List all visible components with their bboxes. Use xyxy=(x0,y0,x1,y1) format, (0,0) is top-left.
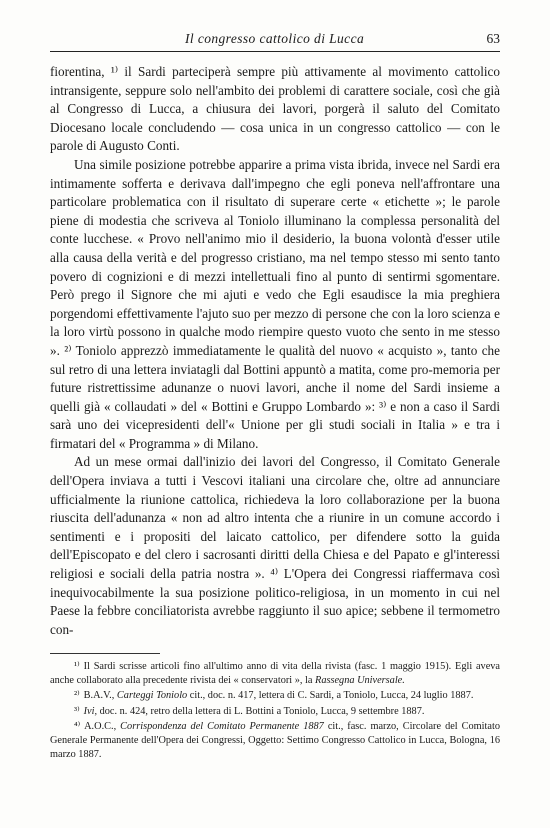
footnote-mark: ²⁾ xyxy=(74,690,80,702)
page-number: 63 xyxy=(486,31,500,46)
footnote-text: B.A.V., xyxy=(83,690,117,702)
paragraph: fiorentina, ¹⁾ il Sardi parteciperà sempre più attivamente al movimento cattolico intransigente, seppure solo nell'ambito dei problemi di carattere sociale, così che già al Congresso di Lucca, a chiusura dei lavori, porgerà il saluto del Comitato Diocesano locale concludendo — cosa unica in un congresso cattolico — con le parole di Augusto Conti. xyxy=(50,64,500,154)
paragraph: Ad un mese ormai dall'inizio dei lavori del Congresso, il Comitato Generale dell'Opera inviava a tutti i Vescovi italiani una circolare che, oltre ad annunciare ufficialmente la riunione cattolica, richiedeva la loro collaborazione per la buona riuscita dell'adunanza « non ad altro intenta che a riunire in un comune accordo i sentimenti e i propositi del laicato cattolico, per difendere sotto la guida dell'Episcopato e del clero i sacrosanti diritti della Chiesa e del Papato e gl'interessi religiosi e sociali della patria nostra ». ⁴⁾ L'Opera dei Congressi riaffermava così inequivocabilmente la sua posizione politico-religiosa, in un momento in cui nel Paese la febbre conciliatorista avrebbe raggiunto il suo apice; sebbene il termometro con- xyxy=(50,454,500,637)
footnote-text: doc. n. 424, retro della lettera di L. Bottini a Toniolo, Lucca, 9 settembre 1887. xyxy=(97,705,425,717)
footnote-title: Ivi, xyxy=(83,705,98,717)
footnote-divider xyxy=(50,653,160,654)
footnote-mark: ¹⁾ xyxy=(74,661,80,672)
footnote-title: Rassegna Universale. xyxy=(315,675,405,687)
footnote-mark: ³⁾ xyxy=(74,705,80,717)
running-title: Il congresso cattolico di Lucca xyxy=(185,31,365,46)
running-header xyxy=(50,31,500,52)
footnote-text: Il Sardi scrisse articoli fino all'ultimo anno di vita della rivista (fasc. 1 maggio 1915). Egli aveva anche collaborato alla precedente rivista dei « conservatori », la xyxy=(50,661,500,687)
footnotes xyxy=(50,660,500,763)
main-text xyxy=(50,63,500,639)
paragraph: Una simile posizione potrebbe apparire a prima vista ibrida, invece nel Sardi era intimamente sofferta e derivava dall'impegno che egli poneva nell'affrontare una particolare problematica con il risultato di superare certe « etichette »; le parole piene di modestia che scriveva al Toniolo illuminano la complessa personalità del conte lucchese. « Provo nell'animo mio il desiderio, la buona volontà d'esser utile alla causa della verità e del progresso cristiano, ma nel tempo stesso mi sento tanto povero di cognizioni e di mezzi intellettuali fino al punto di sentirmi sgomentare. Però prego il Signore che mi ajuti e vedo che Egli esaudisce la mia preghiera porgendomi effettivamente l'ajuto suo per mezzo di persone che con la loro scienza e la loro virtù possono in qualche modo riempire questo vuoto che sento in me stesso ». ²⁾ Toniolo apprezzò immediatamente le qualità del nuovo « acquisto », tanto che sul retro di una lettera inviatagli dal Bottini appuntò a matita, come pro-memoria per future ristrettissime adunanze o nuovi lavori, anche il nome del Sardi insieme a quelli già « collaudati » del « Bottini e Gruppo Lombardo »: ³⁾ e non a caso il Sardi sarà uno dei vicepresidenti dell'« Unione per gli studi sociali in Italia » e tra i firmatari del « Programma » di Milano. xyxy=(50,156,500,451)
footnote-text: cit., doc. n. 417, lettera di C. Sardi, a Toniolo, Lucca, 24 luglio 1887. xyxy=(187,690,474,702)
footnote xyxy=(50,705,500,719)
footnote-mark: ⁴⁾ xyxy=(74,720,81,732)
footnote-title: Carteggi Toniolo xyxy=(116,690,188,702)
footnote xyxy=(50,660,500,688)
footnote-text: A.O.C., xyxy=(84,720,121,732)
footnote xyxy=(50,689,500,703)
footnote-title: Corrispondenza del Comitato Permanente 1887 xyxy=(120,720,324,732)
footnote xyxy=(50,720,500,763)
footnote-text: cit., fasc. marzo, Circolare del Comitato Generale Permanente dell'Opera dei Congressi, Oggetto: Settimo Congresso Cattolico in Lucca, Bologna, 16 marzo 1887. xyxy=(50,720,500,761)
